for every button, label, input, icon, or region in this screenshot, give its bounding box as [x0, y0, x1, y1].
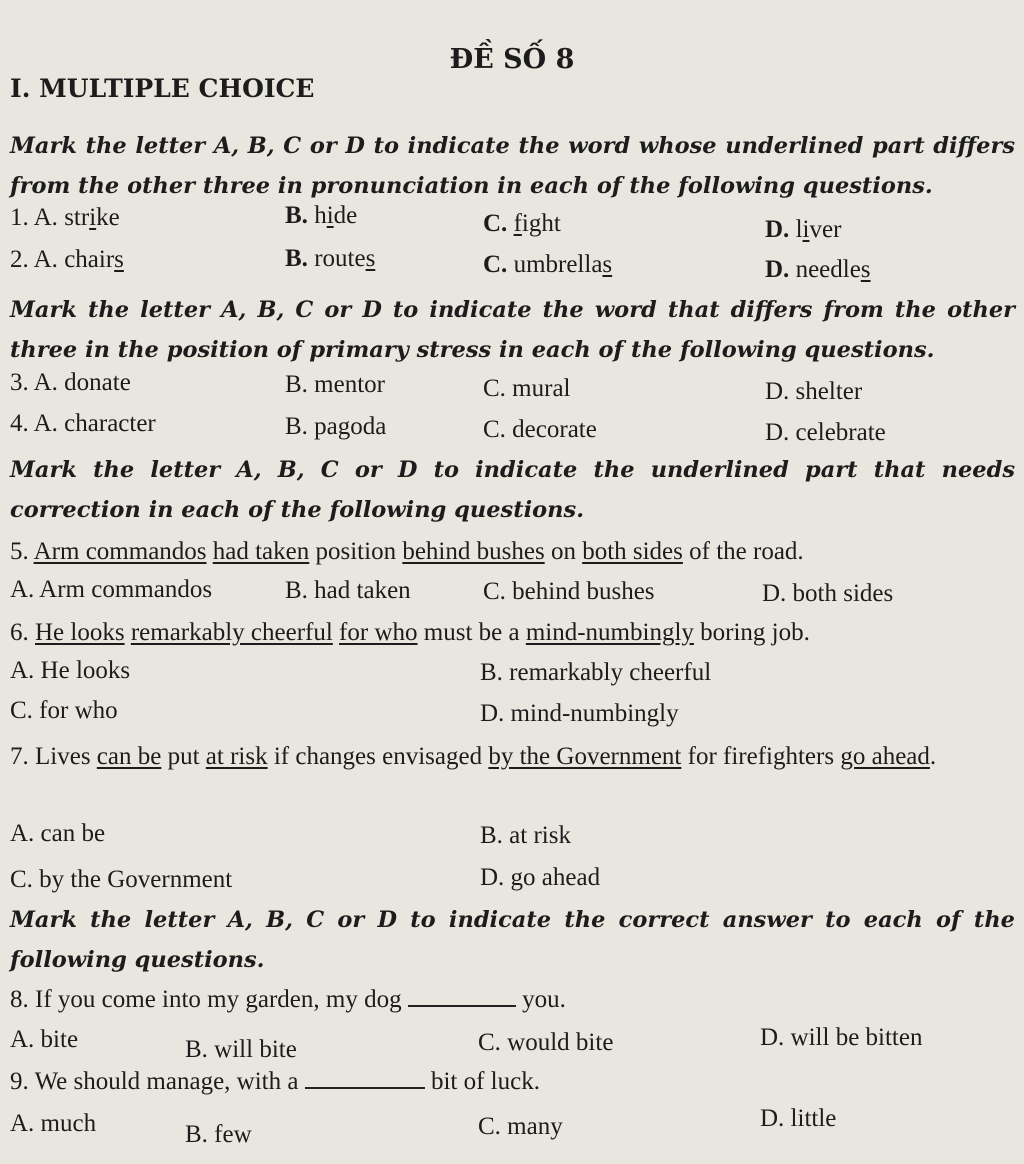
question-3-option-b: B. mentor: [285, 371, 385, 398]
question-8-stem: 8. If you come into my garden, my dog you.: [10, 986, 566, 1013]
instruction-correct-answer: Mark the letter A, B, C or D to indicate the correct answer to each of the following questions.: [10, 907, 1015, 973]
question-8-option-d: D. will be bitten: [760, 1024, 923, 1051]
question-6-option-d: D. mind-numbingly: [480, 700, 679, 727]
question-3-option-c: C. mural: [483, 375, 571, 402]
instruction-correction: Mark the letter A, B, C or D to indicate the underlined part that needs correction in each of the following questions.: [10, 457, 1015, 523]
question-6-option-c: C. for who: [10, 697, 118, 724]
question-4-option-b: B. pagoda: [285, 413, 387, 440]
question-9-option-a: A. much: [10, 1110, 97, 1137]
question-9-blank: [305, 1069, 425, 1089]
question-2-option-c: C. umbrellas: [483, 251, 613, 278]
question-7-stem: 7. Lives can be put at risk if changes envisaged by the Government for firefighters go ahead.: [10, 743, 937, 770]
question-4-option-a: 4. A. character: [10, 410, 156, 437]
instruction-stress: Mark the letter A, B, C or D to indicate the word that differs from the other three in the position of primary stress in each of the following questions.: [10, 297, 1015, 363]
question-1-option-d: D. liver: [765, 216, 842, 243]
question-6-stem: 6. He looks remarkably cheerful for who must be a mind-numbingly boring job.: [10, 619, 810, 646]
question-7-option-a: A. can be: [10, 820, 106, 847]
question-5-option-b: B. had taken: [285, 577, 411, 604]
question-4-option-c: C. decorate: [483, 416, 597, 443]
question-9-stem: 9. We should manage, with a bit of luck.: [10, 1068, 540, 1095]
question-1-option-a: 1. A. strike: [10, 204, 120, 231]
question-8-option-c: C. would bite: [478, 1029, 614, 1056]
question-4-option-d: D. celebrate: [765, 419, 886, 446]
question-5-option-c: C. behind bushes: [483, 578, 655, 605]
question-3-option-a: 3. A. donate: [10, 369, 131, 396]
question-7-option-c: C. by the Government: [10, 866, 233, 893]
question-5-stem: 5. Arm commandos had taken position behind bushes on both sides of the road.: [10, 538, 804, 565]
instruction-pronunciation: Mark the letter A, B, C or D to indicate the word whose underlined part differs from the other three in pronunciation in each of the following questions.: [10, 133, 1015, 199]
question-5-option-d: D. both sides: [762, 580, 894, 607]
question-8-option-a: A. bite: [10, 1026, 79, 1053]
question-1-option-c: C. fight: [483, 210, 561, 237]
question-2-option-a: 2. A. chairs: [10, 246, 124, 273]
question-7-option-d: D. go ahead: [480, 864, 601, 891]
section-heading: I. MULTIPLE CHOICE: [10, 74, 315, 103]
question-8-option-b: B. will bite: [185, 1036, 297, 1063]
question-2-option-b: B. routes: [285, 245, 376, 272]
question-8-blank: [408, 987, 516, 1007]
question-9-option-d: D. little: [760, 1105, 837, 1132]
question-2-option-d: D. needles: [765, 256, 871, 283]
question-6-option-b: B. remarkably cheerful: [480, 659, 712, 686]
question-1-option-b: B. hide: [285, 202, 358, 229]
question-9-option-c: C. many: [478, 1113, 563, 1140]
question-5-option-a: A. Arm commandos: [10, 576, 213, 603]
question-6-option-a: A. He looks: [10, 657, 131, 684]
page-title: ĐỀ SỐ 8: [449, 44, 575, 75]
question-3-option-d: D. shelter: [765, 378, 863, 405]
question-7-option-b: B. at risk: [480, 822, 571, 849]
question-9-option-b: B. few: [185, 1121, 252, 1148]
